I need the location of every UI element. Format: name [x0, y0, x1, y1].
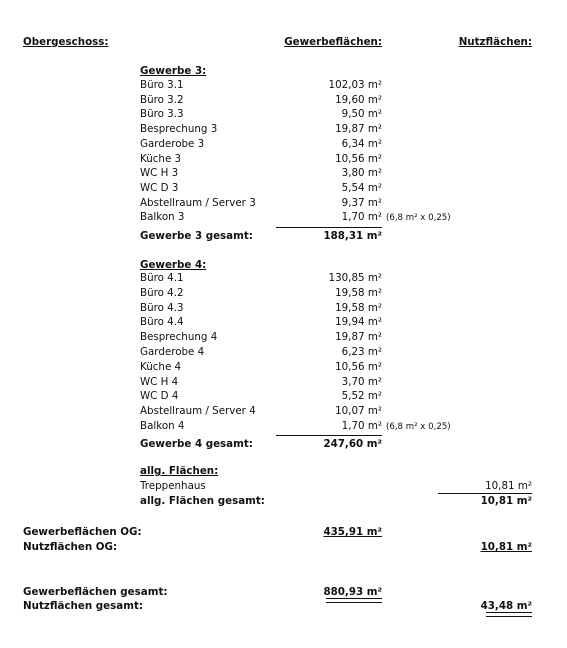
row-label: Büro 3.2 — [140, 93, 184, 106]
total-label: allg. Flächen gesamt: — [140, 495, 265, 507]
row-value: 1,70 m² — [341, 420, 382, 432]
row-value: 6,34 m² — [341, 137, 382, 150]
og-usable-value: 10,81 m² — [480, 541, 532, 553]
row-value: 19,58 m² — [335, 301, 382, 314]
sum-line — [276, 435, 382, 436]
total-value: 188,31 m² — [323, 230, 382, 242]
row-label: WC D 4 — [140, 390, 179, 403]
og-commercial-value: 435,91 m² — [323, 526, 382, 538]
row-label: Büro 4.4 — [140, 316, 184, 329]
row-label: WC H 3 — [140, 167, 179, 180]
row-label: Balkon 3 — [140, 211, 185, 224]
row-label: Büro 3.1 — [140, 79, 184, 91]
row-label: Büro 4.2 — [140, 286, 184, 299]
row-value: 19,87 m² — [335, 123, 382, 136]
total-usable-label: Nutzflächen gesamt: — [23, 600, 143, 612]
row-value: 10,56 m² — [335, 152, 382, 165]
row-value: 9,37 m² — [341, 196, 382, 209]
row-label: Büro 4.3 — [140, 301, 184, 314]
total-commercial-double-underline — [326, 598, 382, 603]
row-label: Treppenhaus — [140, 480, 206, 492]
total-label: Gewerbe 4 gesamt: — [140, 438, 253, 450]
row-value: 130,85 m² — [328, 272, 382, 284]
total-label: Gewerbe 3 gesamt: — [140, 230, 253, 242]
row-label: Garderobe 3 — [140, 137, 205, 150]
row-value: 5,54 m² — [341, 181, 382, 194]
row-value: 19,94 m² — [335, 316, 382, 329]
row-value: 10,07 m² — [335, 405, 382, 418]
row-label: WC H 4 — [140, 375, 179, 388]
row-value: 19,58 m² — [335, 286, 382, 299]
og-usable-label: Nutzflächen OG: — [23, 541, 118, 553]
row-label: Abstellraum / Server 4 — [140, 405, 256, 418]
section-title: Gewerbe 3: — [140, 65, 207, 77]
total-value: 247,60 m² — [323, 438, 382, 450]
usable-column-header: Nutzflächen: — [458, 36, 532, 48]
commercial-column-header: Gewerbeflächen: — [284, 36, 382, 48]
row-value: 102,03 m² — [328, 79, 382, 91]
row-label: Garderobe 4 — [140, 346, 205, 358]
row-value: 10,81 m² — [485, 480, 532, 492]
row-value: 1,70 m² — [341, 211, 382, 224]
total-commercial-label: Gewerbeflächen gesamt: — [23, 586, 168, 598]
row-note: (6,8 m² x 0,25) — [386, 213, 451, 224]
row-value: 3,80 m² — [341, 167, 382, 180]
row-value: 6,23 m² — [341, 346, 382, 358]
row-label: Küche 4 — [140, 360, 182, 373]
row-value: 10,56 m² — [335, 360, 382, 373]
total-usable-double-underline — [486, 612, 532, 617]
row-label: Besprechung 3 — [140, 123, 218, 136]
section-title: Gewerbe 4: — [140, 259, 207, 271]
row-label: WC D 3 — [140, 181, 179, 194]
total-value: 10,81 m² — [480, 495, 532, 507]
section-title: allg. Flächen: — [140, 465, 219, 477]
floor-heading: Obergeschoss: — [23, 36, 109, 48]
row-note: (6,8 m² x 0,25) — [386, 422, 451, 432]
og-commercial-label: Gewerbeflächen OG: — [23, 526, 142, 538]
row-value: 19,60 m² — [335, 93, 382, 106]
row-label: Abstellraum / Server 3 — [140, 196, 256, 209]
total-usable-value: 43,48 m² — [480, 600, 532, 612]
row-label: Besprechung 4 — [140, 331, 218, 344]
row-label: Büro 4.1 — [140, 272, 184, 284]
row-value: 19,87 m² — [335, 331, 382, 344]
sum-line — [276, 227, 382, 228]
row-value: 3,70 m² — [341, 375, 382, 388]
row-label: Balkon 4 — [140, 420, 185, 432]
row-value: 9,50 m² — [341, 108, 382, 121]
row-value: 5,52 m² — [341, 390, 382, 403]
total-commercial-value: 880,93 m² — [323, 586, 382, 598]
row-label: Küche 3 — [140, 152, 182, 165]
row-label: Büro 3.3 — [140, 108, 184, 121]
